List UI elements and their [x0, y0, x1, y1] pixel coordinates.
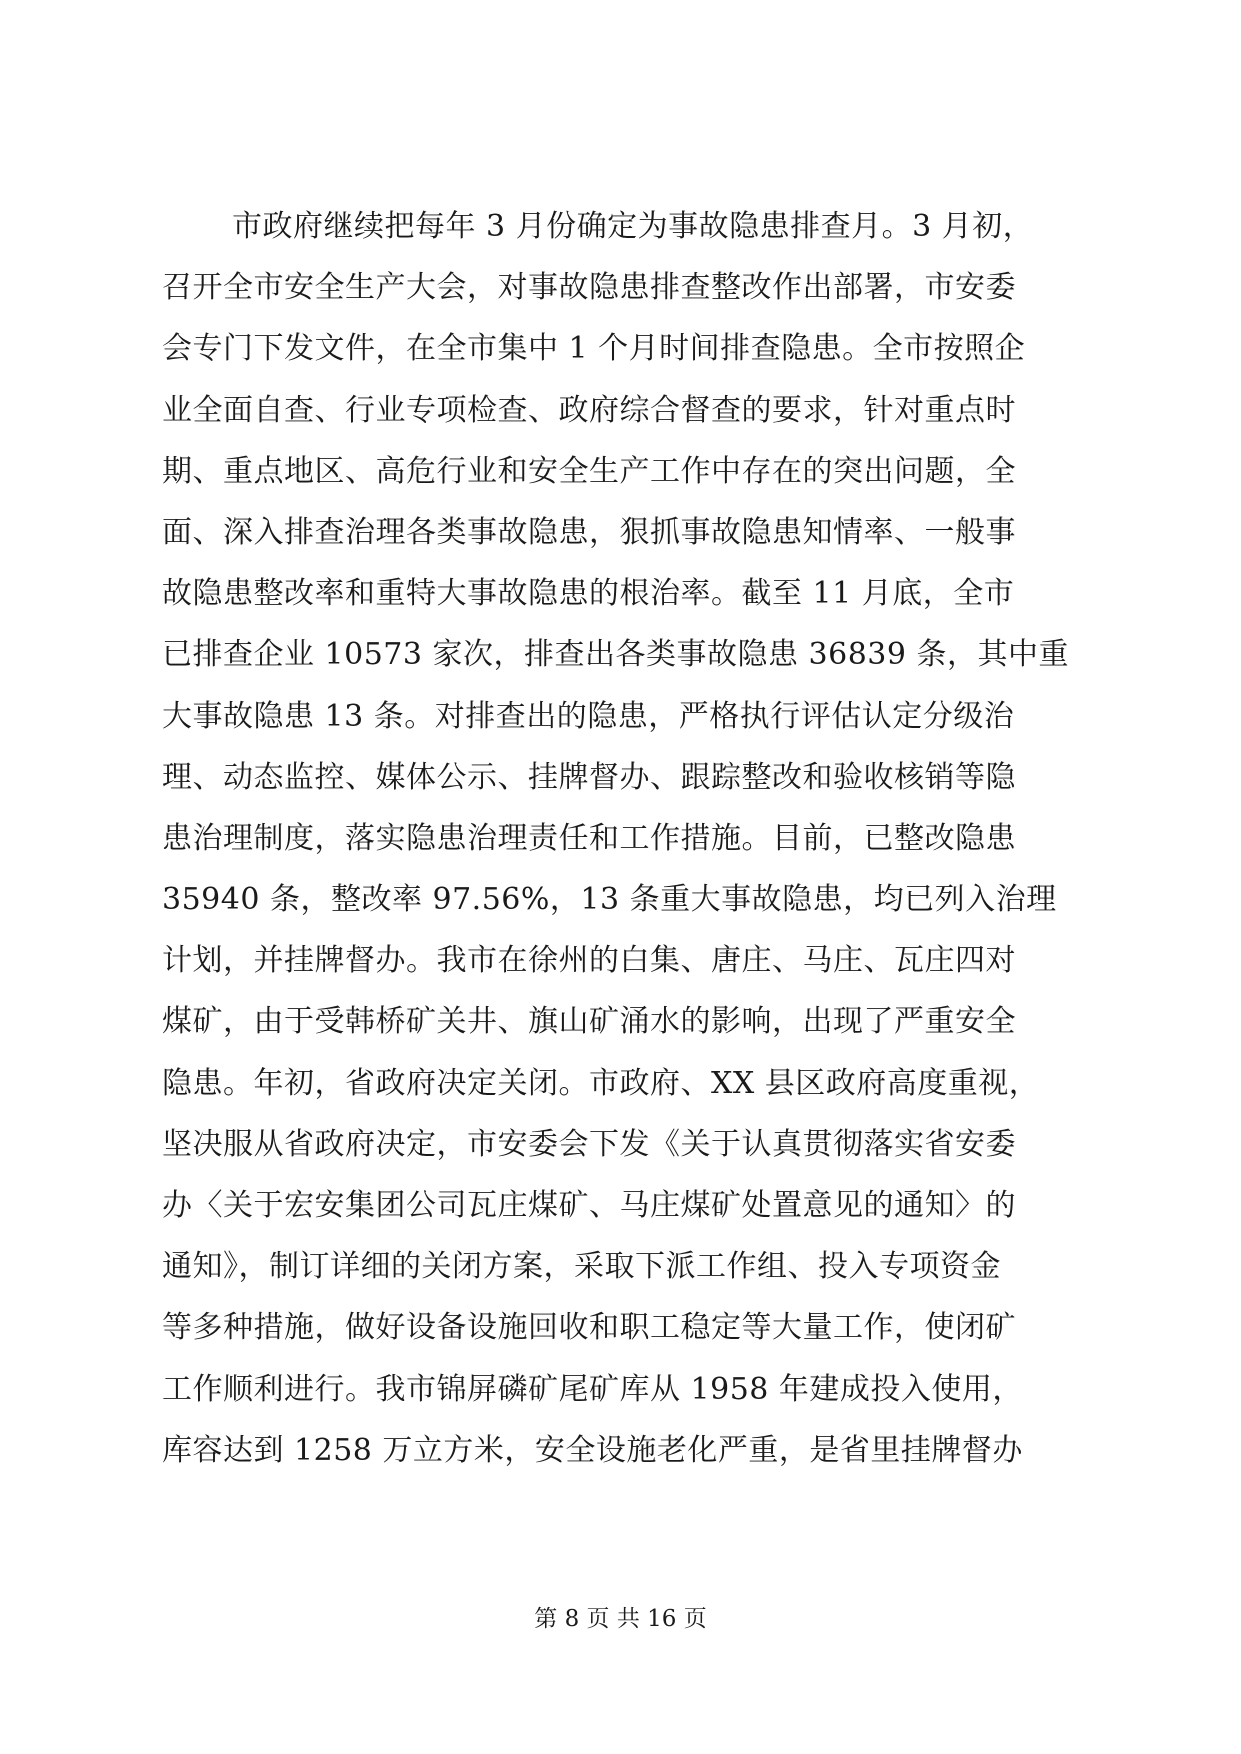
- text-line: 故隐患整改率和重特大事故隐患的根治率。截至 11 月底，全市: [162, 576, 1015, 612]
- text-line: 等多种措施，做好设备设施回收和职工稳定等大量工作，使闭矿: [162, 1310, 1016, 1346]
- text-line: 计划，并挂牌督办。我市在徐州的白集、唐庄、马庄、瓦庄四对: [162, 943, 1016, 979]
- text-line: 隐患。年初，省政府决定关闭。市政府、XX 县区政府高度重视，: [162, 1065, 1040, 1101]
- text-line: 工作顺利进行。我市锦屏磷矿尾矿库从 1958 年建成投入使用，: [162, 1371, 1023, 1407]
- body-paragraph: [162, 196, 1082, 1481]
- text-line: 库容达到 1258 万立方米，安全设施老化严重，是省里挂牌督办: [162, 1432, 1023, 1468]
- text-line: 患治理制度，落实隐患治理责任和工作措施。目前，已整改隐患: [162, 820, 1016, 856]
- text-line: 市政府继续把每年 3 月份确定为事故隐患排查月。3 月初，: [232, 209, 1034, 244]
- text-line: 期、重点地区、高危行业和安全生产工作中存在的突出问题，全: [162, 453, 1016, 489]
- page-number-label: 第 8 页 共 16 页: [534, 1606, 707, 1632]
- text-line: 坚决服从省政府决定，市安委会下发《关于认真贯彻落实省安委: [162, 1126, 1016, 1162]
- text-line: 召开全市安全生产大会，对事故隐患排查整改作出部署，市安委: [162, 270, 1016, 306]
- text-line: 业全面自查、行业专项检查、政府综合督查的要求，针对重点时: [162, 392, 1016, 428]
- text-line: 办〈关于宏安集团公司瓦庄煤矿、马庄煤矿处置意见的通知〉的: [162, 1188, 1016, 1223]
- text-line: 理、动态监控、媒体公示、挂牌督办、跟踪整改和验收核销等隐: [162, 759, 1016, 795]
- text-line: 已排查企业 10573 家次，排查出各类事故隐患 36839 条，其中重: [162, 637, 1070, 673]
- text-line: 面、深入排查治理各类事故隐患，狠抓事故隐患知情率、一般事: [162, 514, 1016, 550]
- text-line: 煤矿，由于受韩桥矿关井、旗山矿涌水的影响，出现了严重安全: [162, 1004, 1016, 1040]
- text-line: 35940 条，整改率 97.56%，13 条重大事故隐患，均已列入治理: [162, 882, 1057, 918]
- text-line: 大事故隐患 13 条。对排查出的隐患，严格执行评估认定分级治: [162, 698, 1015, 734]
- page-footer: [0, 1604, 1241, 1634]
- text-line: 通知》，制订详细的关闭方案，采取下派工作组、投入专项资金: [162, 1249, 1001, 1285]
- text-line: 会专门下发文件，在全市集中 1 个月时间排查隐患。全市按照企: [162, 331, 1026, 367]
